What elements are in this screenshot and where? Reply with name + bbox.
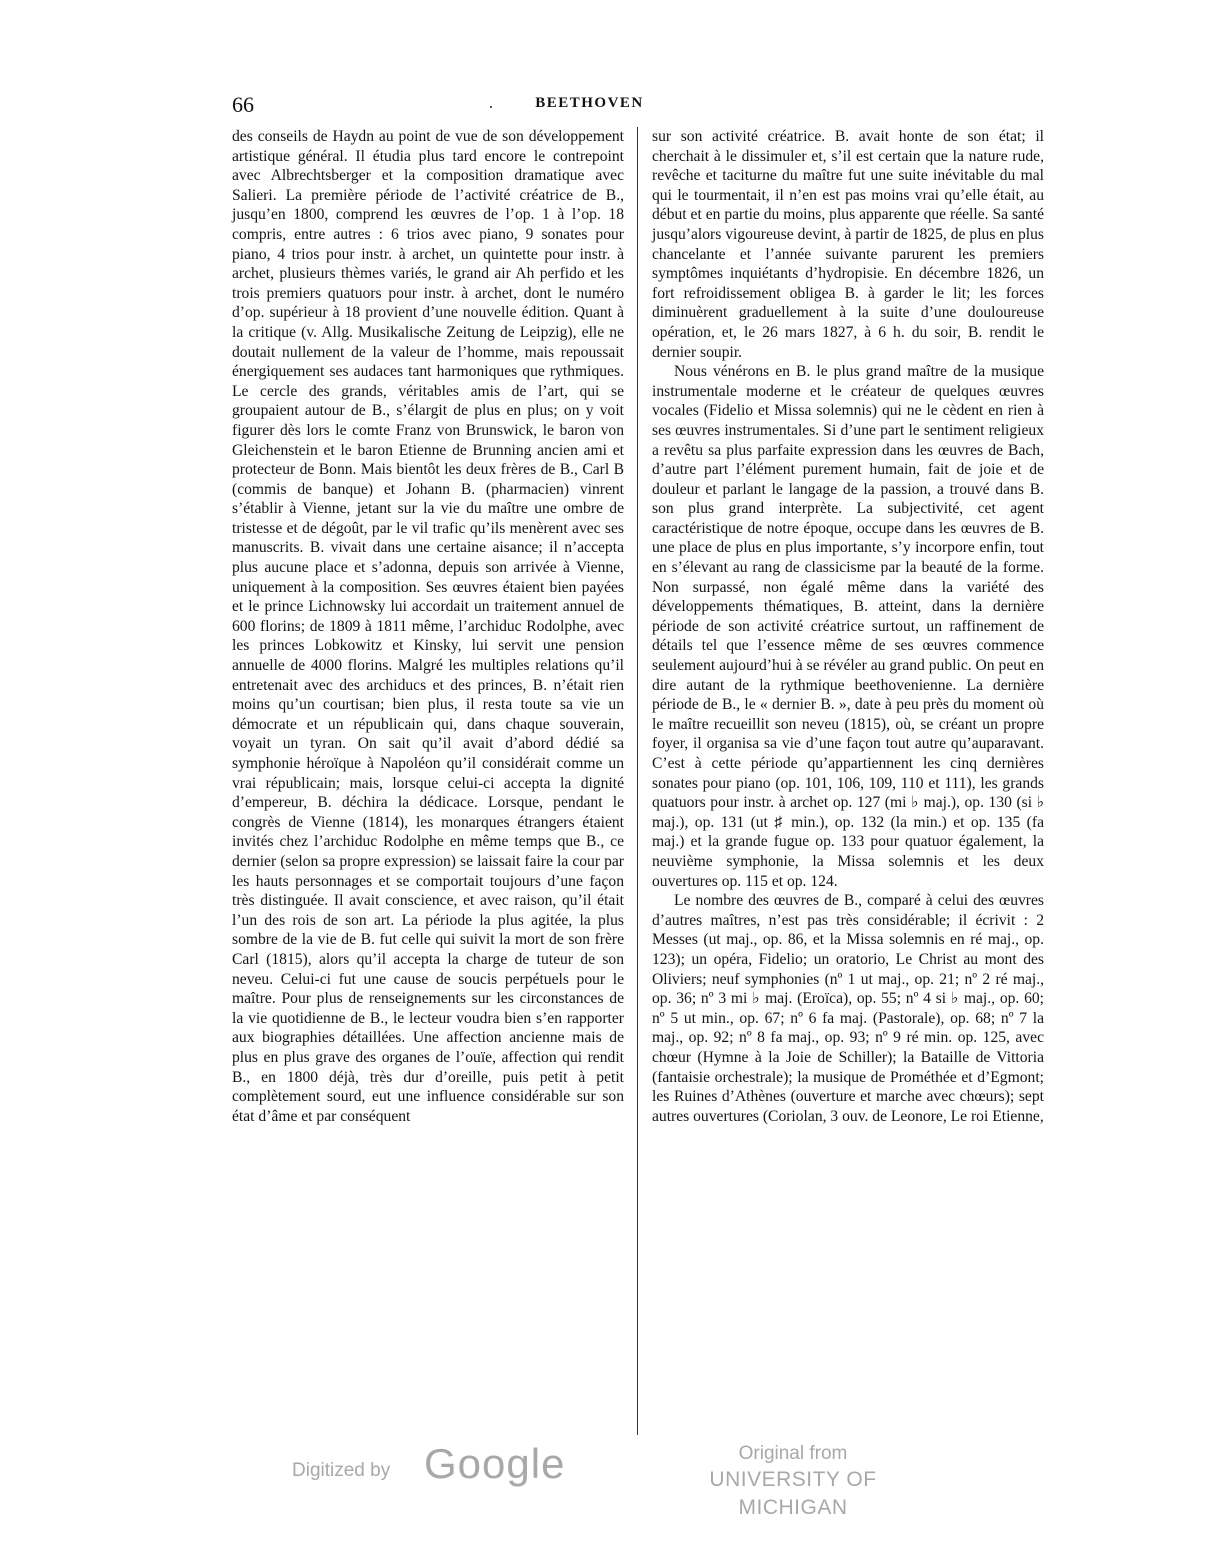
column-divider [637,127,638,1435]
digitized-prefix: Digitized by [292,1460,391,1481]
left-column [232,127,624,1437]
page-header [232,92,947,120]
university-name: UNIVERSITY OF MICHIGAN [709,1468,877,1519]
paragraph: Le nombre des œuvres de B., comparé à celui des œuvres d’autres maîtres, n’est pas très considérable; il écrivit : 2 Messes (ut maj., op. 86, et la Missa solemnis en ré maj., op. 123); un opéra, Fidelio; un oratorio, Le Christ au mont des Oliviers; neuf symphonies (nº 1 ut maj., op. 21; nº 2 ré maj., op. 36; nº 3 mi ♭ maj. (Eroïca), op. 55; nº 4 si ♭ maj., op. 60; nº 5 ut min., op. 67; nº 6 fa maj. (Pastorale), op. 68; nº 7 la maj., op. 92; nº 8 fa maj., op. 93; nº 9 ré min. op. 125, avec chœur (Hymne à la Joie de Schiller); la Bataille de Vittoria (fantaisie orchestrale); la musique de Prométhée et d’Egmont; les Ruines d’Athènes (ouverture et marche avec chœurs); sept autres ouvertures (Coriolan, 3 ouv. de Leonore, Le roi Etienne, [652,892,1044,1125]
paragraph: des conseils de Haydn au point de vue de son développement artistique général. Il étudia plus tard encore le contrepoint avec Albrechtsberger et la composition dramatique avec Salieri. La première période de l’activité créatrice de B., jusqu’en 1800, comprend les œuvres de l’op. 1 à l’op. 18 compris, entre autres : 6 trios avec piano, 9 sonates pour piano, 4 trios pour instr. à archet, un quintette pour instr. à archet, plusieurs thèmes variés, le grand air Ah perfido et les trois premiers quatuors pour instr. à archet, dont le numéro d’op. supérieur à 18 provient d’une nouvelle édition. Quant à la critique (v. Allg. Musikalische Zeitung de Leipzig), elle ne doutait nullement de la valeur de l’homme, mais repoussait énergiquement ses audaces tant harmoniques que rythmiques. Le cercle des grands, véritables amis de l’art, qui se groupaient autour de B., s’élargit de plus en plus; on y voit figurer dès lors le comte Franz von Brunswick, le baron von Gleichenstein et le baron Etienne de Brunning ancien ami et protecteur de Bonn. Mais bientôt les deux frères de B., Carl B (commis de banque) et Johann B. (pharmacien) vinrent s’établir à Vienne, jetant sur la vie du maître une ombre de tristesse et de dégoût, par le vil trafic qu’ils menèrent avec ses manuscrits. B. vivait dans une certaine aisance; il n’accepta plus aucune place et s’adonna, depuis son arrivée à Vienne, uniquement à la composition. Ses œuvres étaient bien payées et le prince Lichnowsky lui accordait un traitement annuel de 600 florins; de 1809 à 1811 même, l’archiduc Rodolphe, avec les princes Lobkowitz et Kinsky, lui servit une pension annuelle de 4000 florins. Malgré les multiples relations qu’il entretenait avec des archiducs et des princes, B. n’était rien moins qu’un courtisan; bien plus, il resta toute sa vie un démocrate et un républicain qui, dans chaque souverain, voyait un tyran. On sait qu’il avait d’abord dédié sa symphonie héroïque à Napoléon qu’il considérait comme un vrai républicain; mais, lorsque celui-ci accepta la dignité d’empereur, B. déchira la dédicace. Lorsque, pendant le congrès de Vienne (1814), les monarques étrangers étaient invités chez l’archiduc Rodolphe en même temps que B., ce dernier (selon sa propre expression) se laissait faire la cour par les hauts personnages et se comportait toujours d’une façon très distinguée. Il avait conscience, et avec raison, qu’il était l’un des rois de son art. La période la plus agitée, la plus sombre de la vie de B. fut celle qui suivit la mort de son frère Carl (1815), alors qu’il accepta la charge de tuteur de son neveu. Celui-ci fut une cause de soucis perpétuels pour le maître. Pour plus de renseignements sur les circonstances de la vie quotidienne de B., le lecteur voudra bien s’en rapporter aux biographies détaillées. Une affection ancienne mais de plus en plus grave des organes de l’ouïe, affection qui rendit B., en 1800 déjà, très dur d’oreille, puis petit à petit complètement sourd, eut une influence considérable sur son état d’âme et par conséquent [232,128,624,1125]
digitized-by-watermark [292,1440,572,1490]
page-number: 66 [232,92,254,117]
right-column [652,127,1044,1437]
paragraph: Nous vénérons en B. le plus grand maître de la musique instrumentale moderne et le créateur de quelques œuvres vocales (Fidelio et Missa solemnis) qui ne le cèdent en rien à ses œuvres instrumentales. Si d’une part le sentiment religieux a revêtu sa plus parfaite expression dans les œuvres de Bach, d’autre part l’élément purement humain, fait de joie et de douleur et parlant le langage de la passion, a trouvé dans B. son plus grand interprète. La subjectivité, cet agent caractéristique de notre époque, occupe dans les œuvres de B. une place de plus en plus importante, s’y incorpore enfin, tout en s’élevant au rang de classicisme par la beauté de la forme. Non surpassé, non égalé même dans la variété des développements thématiques, B. atteint, dans la dernière période de son activité créatrice surtout, un raffinement de détails tel que l’essence même de ses œuvres commence seulement aujourd’hui à se révéler au grand public. On peut en dire autant de la rythmique beethovenienne. La dernière période de B., le « dernier B. », date à peu près du moment où le maître recueillit son neveu (1815), où, se créant un propre foyer, il organisa sa vie d’une façon tout autre qu’auparavant. C’est à cette période qu’appartiennent les cinq dernières sonates pour piano (op. 101, 106, 109, 110 et 111), les grands quatuors pour instr. à archet op. 127 (mi ♭ maj.), op. 130 (si ♭ maj.), op. 131 (ut ♯ min.), op. 132 (la min.) et op. 135 (fa maj.) et la grande fugue op. 133 pour quatuor également, la neuvième symphonie, la Missa solemnis et les deux ouvertures op. 115 et op. 124. [652,363,1044,890]
running-head: BEETHOVEN [535,95,644,111]
original-from-label: Original from [738,1443,848,1464]
paragraph: sur son activité créatrice. B. avait honte de son état; il cherchait à le dissimuler et, s’il est certain que la nature rude, revêche et taciturne du maître fut une suite inévitable du mal qui le tourmentait, il n’en est pas moins vrai qu’elle était, au début et en partie du moins, plus apparente que réelle. Sa santé jusqu’alors vigoureuse devint, à partir de 1825, de plus en plus chancelante et l’année suivante parurent les premiers symptômes inquiétants d’hydropisie. En décembre 1826, un fort refroidissement obligea B. à garder le lit; les forces diminuèrent graduellement à la suite d’une douloureuse opération, et, le 26 mars 1827, à 6 h. du soir, B. rendit le dernier soupir. [652,128,1044,361]
original-from-watermark [668,1442,918,1522]
stray-mark [490,106,492,108]
google-logo: Google [424,1440,566,1487]
